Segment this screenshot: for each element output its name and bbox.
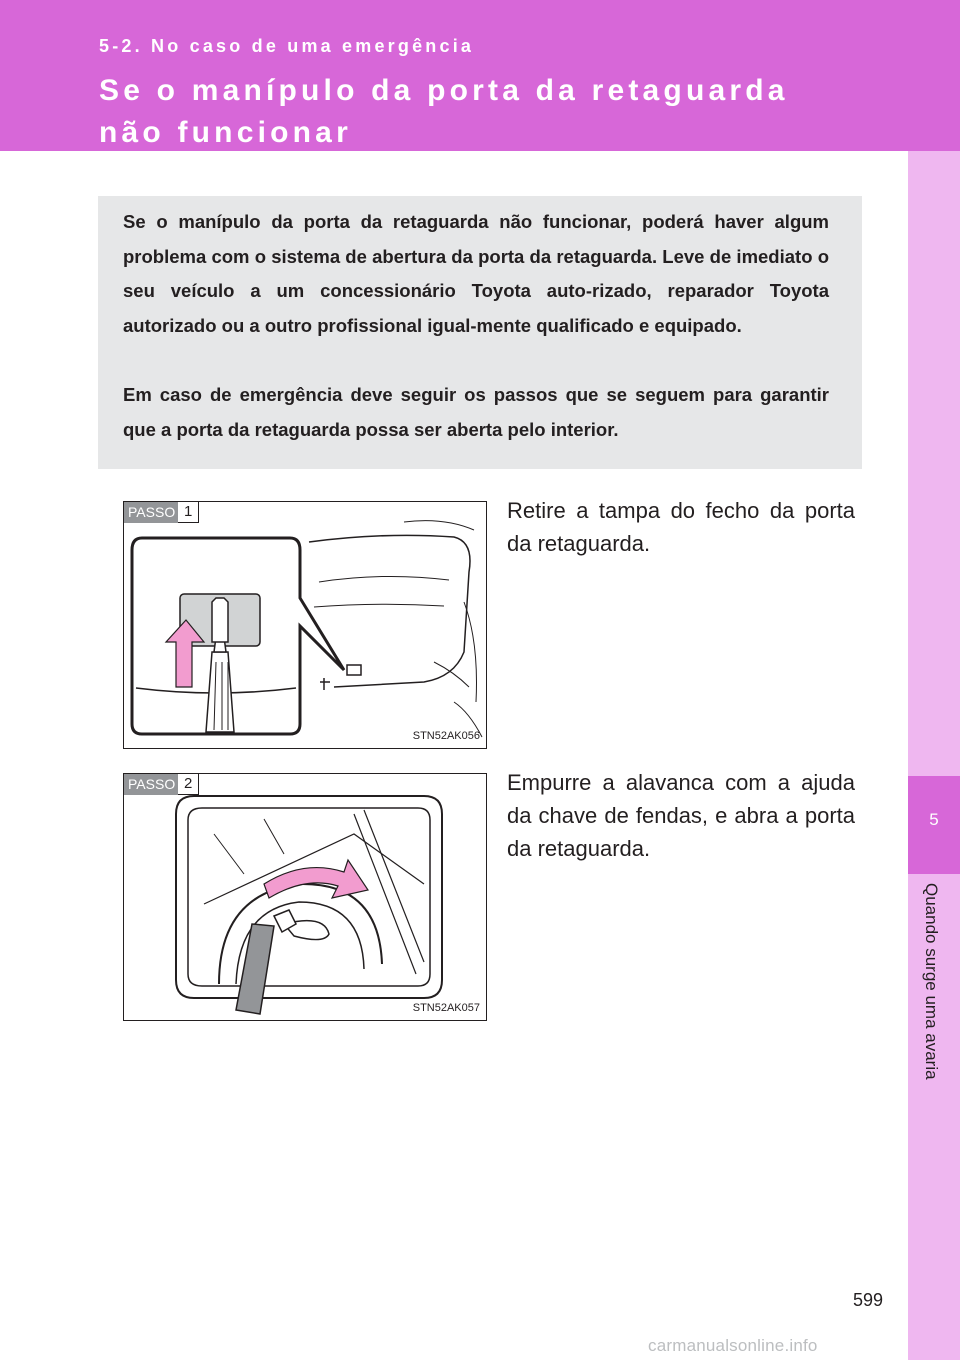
- step-2-text: Empurre a alavanca com a ajuda da chave de fendas, e abra a porta da retaguarda.: [507, 770, 855, 861]
- step-1-figure: [123, 501, 487, 749]
- chapter-title: Quando surge uma avaria: [922, 883, 941, 1080]
- page-title: Se o manípulo da porta da retaguarda não funcionar: [99, 74, 789, 149]
- step-1-figure-code: STN52AK056: [412, 730, 480, 742]
- intro-paragraph-2: Em caso de emergência deve seguir os passos que se seguem para garantir que a porta da retaguarda possa ser aberta pelo interior.: [123, 384, 829, 440]
- intro-paragraph-1: Se o manípulo da porta da retaguarda não funcionar, poderá haver algum problema com o sistema de abertura da porta da retaguarda. Leve de imediato o seu veículo a um concessionário Toyota auto-rizado, reparador Toyota autorizado ou a outro profissional igual-mente qualificado e equipado.: [123, 211, 829, 336]
- step-2-figure: [123, 773, 487, 1021]
- step-1-badge-word: PASSO: [124, 502, 178, 523]
- page-number: 599: [853, 1290, 884, 1310]
- lever-release-illustration: [124, 774, 486, 1020]
- chapter-number: 5: [929, 810, 939, 829]
- chapter-side-tab: [908, 151, 960, 1360]
- step-1-text: Retire a tampa do fecho da porta da retaguarda.: [507, 498, 855, 556]
- watermark: carmanualsonline.info: [648, 1336, 818, 1355]
- step-2-badge-word: PASSO: [124, 774, 178, 795]
- section-label: 5-2. No caso de uma emergência: [99, 36, 475, 56]
- step-2-badge-number: 2: [178, 774, 199, 795]
- step-1-badge-number: 1: [178, 502, 199, 523]
- step-2-badge: [124, 774, 199, 795]
- tailgate-latch-illustration: [124, 502, 486, 748]
- step-2-figure-code: STN52AK057: [412, 1002, 480, 1014]
- step-1-badge: [124, 502, 199, 523]
